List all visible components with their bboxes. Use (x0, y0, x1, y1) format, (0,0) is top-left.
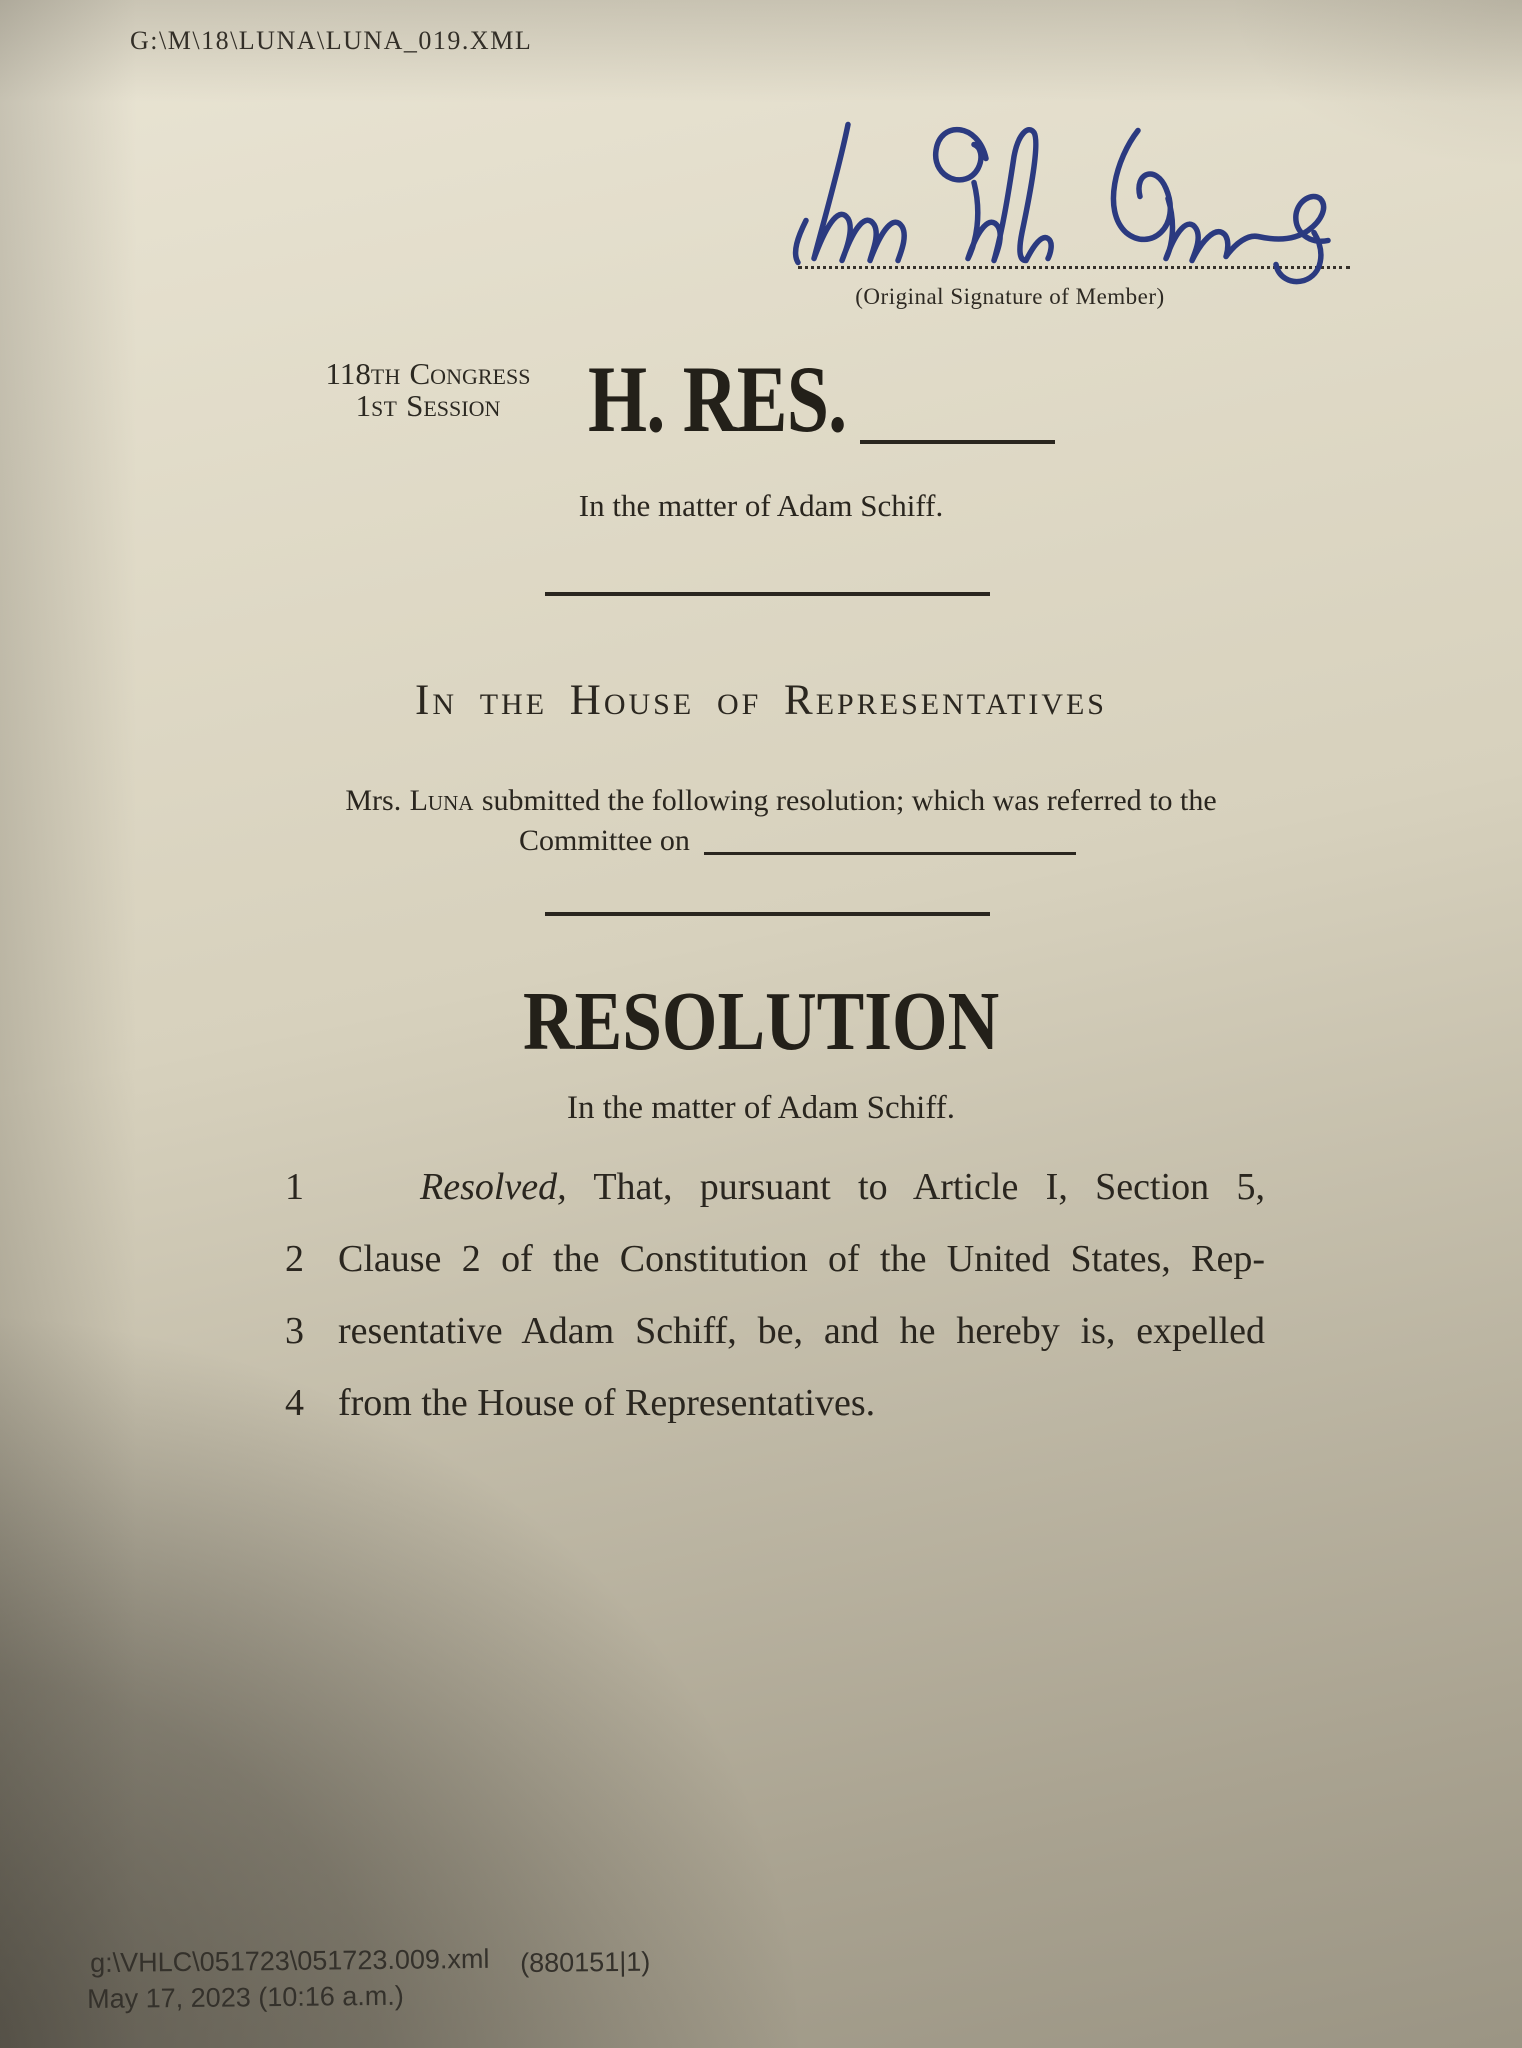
body-line-rest: from the House of Representatives. (338, 1382, 876, 1424)
body-line-rest: resentative Adam Schiff, be, and he hereby is, expelled (338, 1310, 1265, 1352)
body-line (283, 1312, 1265, 1350)
member-name: Luna (409, 784, 474, 817)
body-line-text (338, 1384, 1265, 1422)
signature-stroke-first (796, 125, 905, 263)
bill-number-blank-line (860, 440, 1055, 444)
line-number: 4 (285, 1382, 304, 1424)
congress-session-block (280, 358, 576, 422)
congress-label: Congress (409, 356, 531, 391)
signature-stroke-middle (936, 130, 1051, 261)
body-line-rest: That, pursuant to Article I, Section 5, (566, 1166, 1265, 1208)
body-line-text (338, 1312, 1265, 1350)
committee-line (519, 822, 1076, 858)
body-line (283, 1168, 1265, 1206)
committee-blank-line (704, 822, 1076, 855)
matter-caption-top: In the matter of Adam Schiff. (578, 488, 944, 523)
body-line-rest: Clause 2 of the Constitution of the United States, Rep- (338, 1238, 1265, 1280)
session-ordinal: ST (371, 396, 398, 421)
body-line (283, 1384, 1265, 1422)
session-label: Session (406, 387, 501, 423)
matter-caption-resolution: In the matter of Adam Schiff. (567, 1090, 955, 1126)
body-line (283, 1240, 1265, 1278)
submission-line (40, 784, 1522, 818)
resolved-italic: Resolved, (420, 1166, 567, 1208)
line-number: 3 (285, 1310, 304, 1352)
submission-text: submitted the following resolution; which was referred to the (481, 784, 1217, 817)
member-title: Mrs. (345, 784, 402, 817)
footer-timestamp: May 17, 2023 (10:16 a.m.) (87, 1980, 404, 2014)
chamber-heading: In the House of Representatives (415, 677, 1107, 724)
signature-stroke-last (1113, 131, 1328, 282)
separator-rule-bottom (545, 912, 990, 916)
header-filepath: G:\M\18\LUNA\LUNA_019.XML (130, 26, 533, 55)
congress-line (280, 358, 576, 390)
resolution-heading (0, 975, 1522, 1068)
line-number: 1 (285, 1166, 304, 1208)
line-number: 2 (285, 1238, 304, 1280)
footer-doc-id: (880151|1) (520, 1946, 651, 1978)
body-line-text (338, 1168, 1265, 1206)
congress-ordinal: TH (370, 365, 401, 389)
separator-rule-top (545, 592, 990, 596)
footer-file-reference: g:\VHLC\051723\051723.009.xml (90, 1943, 490, 1978)
bill-number-heading (588, 346, 911, 452)
session-line (280, 387, 576, 423)
committee-label: Committee on (519, 824, 690, 857)
member-signature-ink (770, 100, 1350, 290)
bill-number-text: H. RES. (588, 346, 847, 452)
resolution-heading-text: RESOLUTION (522, 975, 1000, 1068)
session-number: 1 (355, 387, 372, 423)
signature-caption: (Original Signature of Member) (855, 284, 1165, 309)
congress-number: 118 (325, 356, 371, 391)
body-line-text (338, 1240, 1265, 1278)
